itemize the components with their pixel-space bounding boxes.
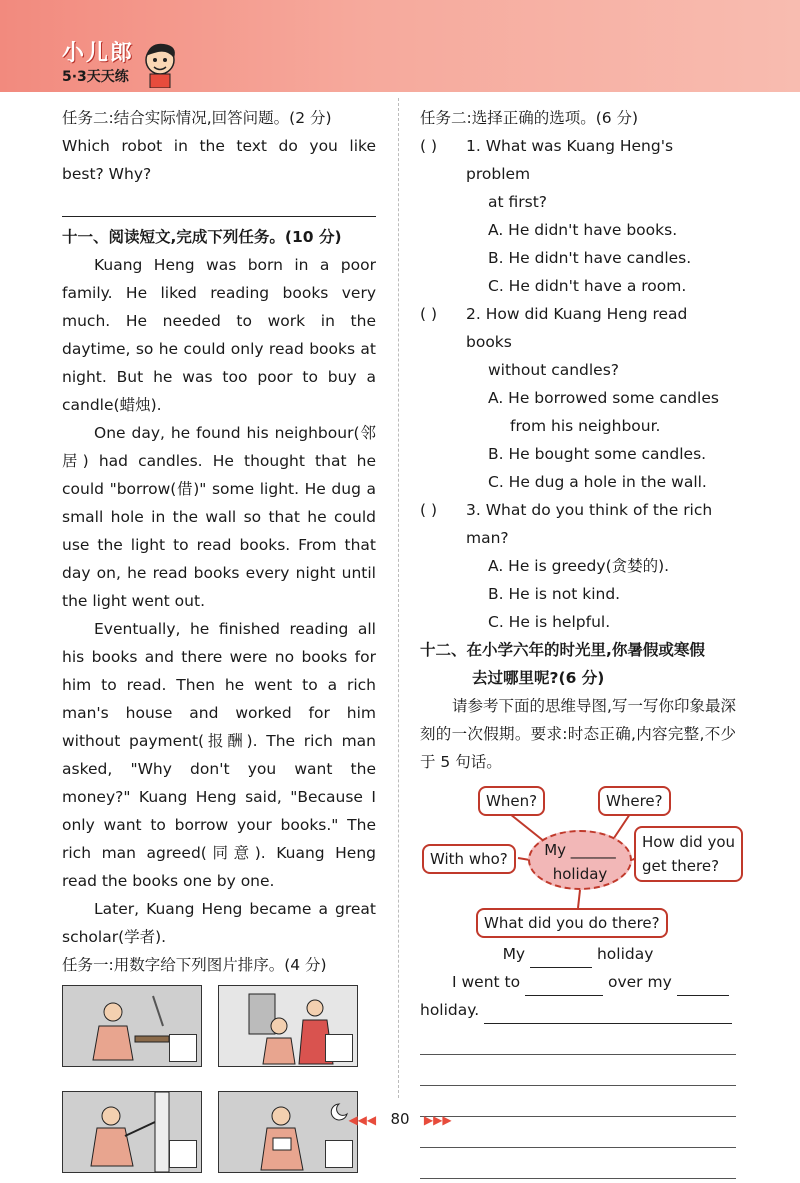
writing-holiday: holiday. [420,1001,480,1019]
title-blank[interactable] [530,949,592,968]
choice-task-title: 任务二:选择正确的选项。(6 分) [420,109,639,127]
option-2a-cont: from his neighbour. [510,417,661,435]
mascot-icon [138,40,182,88]
writing-line[interactable] [420,1055,736,1086]
option-1a: A. He didn't have books. [488,221,678,239]
picture-reading-by-light [218,1091,358,1173]
picture-grid [62,983,376,1183]
writing-instructions: 请参考下面的思维导图,写一写你印象最深刻的一次假期。要求:时态正确,内容完整,不少于 5 句话。 [420,697,736,771]
answer-paren[interactable]: ( ) [420,501,438,519]
picture-reading-at-table [62,985,202,1067]
section-12-title: 十二、在小学六年的时光里,你暑假或寒假 [420,641,705,659]
question-1-cont: at first? [488,193,548,211]
writing-line-1 [420,968,736,996]
passage-paragraph-4: Later, Kuang Heng became a great scholar(学者). [62,900,376,946]
answer-box[interactable] [325,1034,353,1062]
passage-paragraph-3: Eventually, he finished reading all his books and there were no books for him to read. Then he went to a rich man's house and worked for him without payment(报酬). The rich man asked, "Why don't you want the money?" Kuang Heng said, "Because I only want to borrow your books." The rich man agreed(同意). Kuang Heng read the books one by one. [62,620,376,890]
question-text: 3. What do you think of the rich man? [466,501,713,547]
answer-box[interactable] [325,1140,353,1168]
right-arrows-icon: ▶▶▶ [423,1113,452,1127]
writing-title [420,940,736,968]
writing-title-my: My [502,945,526,963]
section-12-title-cont: 去过哪里呢?(6 分) [472,669,605,687]
task2-title: 任务二:结合实际情况,回答问题。(2 分) [62,109,332,127]
section-divider [62,216,376,217]
column-divider [398,98,399,1098]
question-2 [420,300,736,356]
passage-paragraph-2: One day, he found his neighbour(邻居) had candles. He thought that he could "borrow(借)" some light. He dug a small hole in the wall so that he could use the light to read books. From that day on, he read books every night until the light went out. [62,424,376,610]
mind-node-when: When? [478,786,545,816]
answer-paren[interactable]: ( ) [420,305,438,323]
left-arrows-icon: ◀◀◀ [348,1113,377,1127]
question-1 [420,132,736,188]
option-2b: B. He bought some candles. [488,445,707,463]
mind-node-where: Where? [598,786,671,816]
question-text: 2. How did Kuang Heng read books [466,305,688,351]
writing-line-2 [420,996,736,1024]
mind-node-what: What did you do there? [476,908,668,938]
writing-line[interactable] [420,1024,736,1055]
brand-subtitle: 5·3天天练 [62,69,129,85]
mind-node-with-who: With who? [422,844,516,874]
task1-title: 任务一:用数字给下列图片排序。(4 分) [62,956,327,974]
picture-working-for-rich-man [218,985,358,1067]
writing-title-holiday: holiday [596,945,654,963]
page-header [0,0,800,92]
picture-digging-hole [62,1091,202,1173]
task2-question: Which robot in the text do you like best? Why? [62,137,376,183]
right-column [420,104,736,1179]
mind-map [420,786,736,936]
mind-node-how-line2: get there? [642,857,720,875]
place-blank[interactable] [525,977,603,996]
page-number: 80 [390,1110,410,1128]
question-text: 1. What was Kuang Heng's problem [466,137,674,183]
option-1b: B. He didn't have candles. [488,249,692,267]
mind-node-how-line1: How did you [642,833,736,851]
option-3a: A. He is greedy(贪婪的). [488,557,670,575]
writing-blank[interactable] [484,1005,732,1024]
option-1c: C. He didn't have a room. [488,277,687,295]
option-2a: A. He borrowed some candles [488,389,719,407]
question-3 [420,496,736,552]
option-3b: B. He is not kind. [488,585,621,603]
question-2-cont: without candles? [488,361,620,379]
option-3c: C. He is helpful. [488,613,611,631]
holiday-type-blank[interactable] [677,977,729,996]
page-footer [0,1110,800,1128]
mind-node-how [634,826,743,882]
brand-logo: 小儿郎 [62,41,135,66]
passage-paragraph-1: Kuang Heng was born in a poor family. He liked reading books very much. He needed to work in the daytime, so he could only read books at night. But he was too poor to buy a candle(蜡烛). [62,256,376,414]
section-11-title: 十一、阅读短文,完成下列任务。(10 分) [62,228,342,246]
answer-box[interactable] [169,1140,197,1168]
writing-line[interactable] [420,1148,736,1179]
answer-paren[interactable]: ( ) [420,137,438,155]
mind-map-center [528,830,632,890]
option-2c: C. He dug a hole in the wall. [488,473,707,491]
answer-box[interactable] [169,1034,197,1062]
mind-center-line1: My ______ [544,841,616,859]
writing-over-my: over my [607,973,672,991]
writing-went-to: I went to [452,973,521,991]
left-column [62,104,376,1183]
mind-center-line2: holiday [552,865,608,883]
